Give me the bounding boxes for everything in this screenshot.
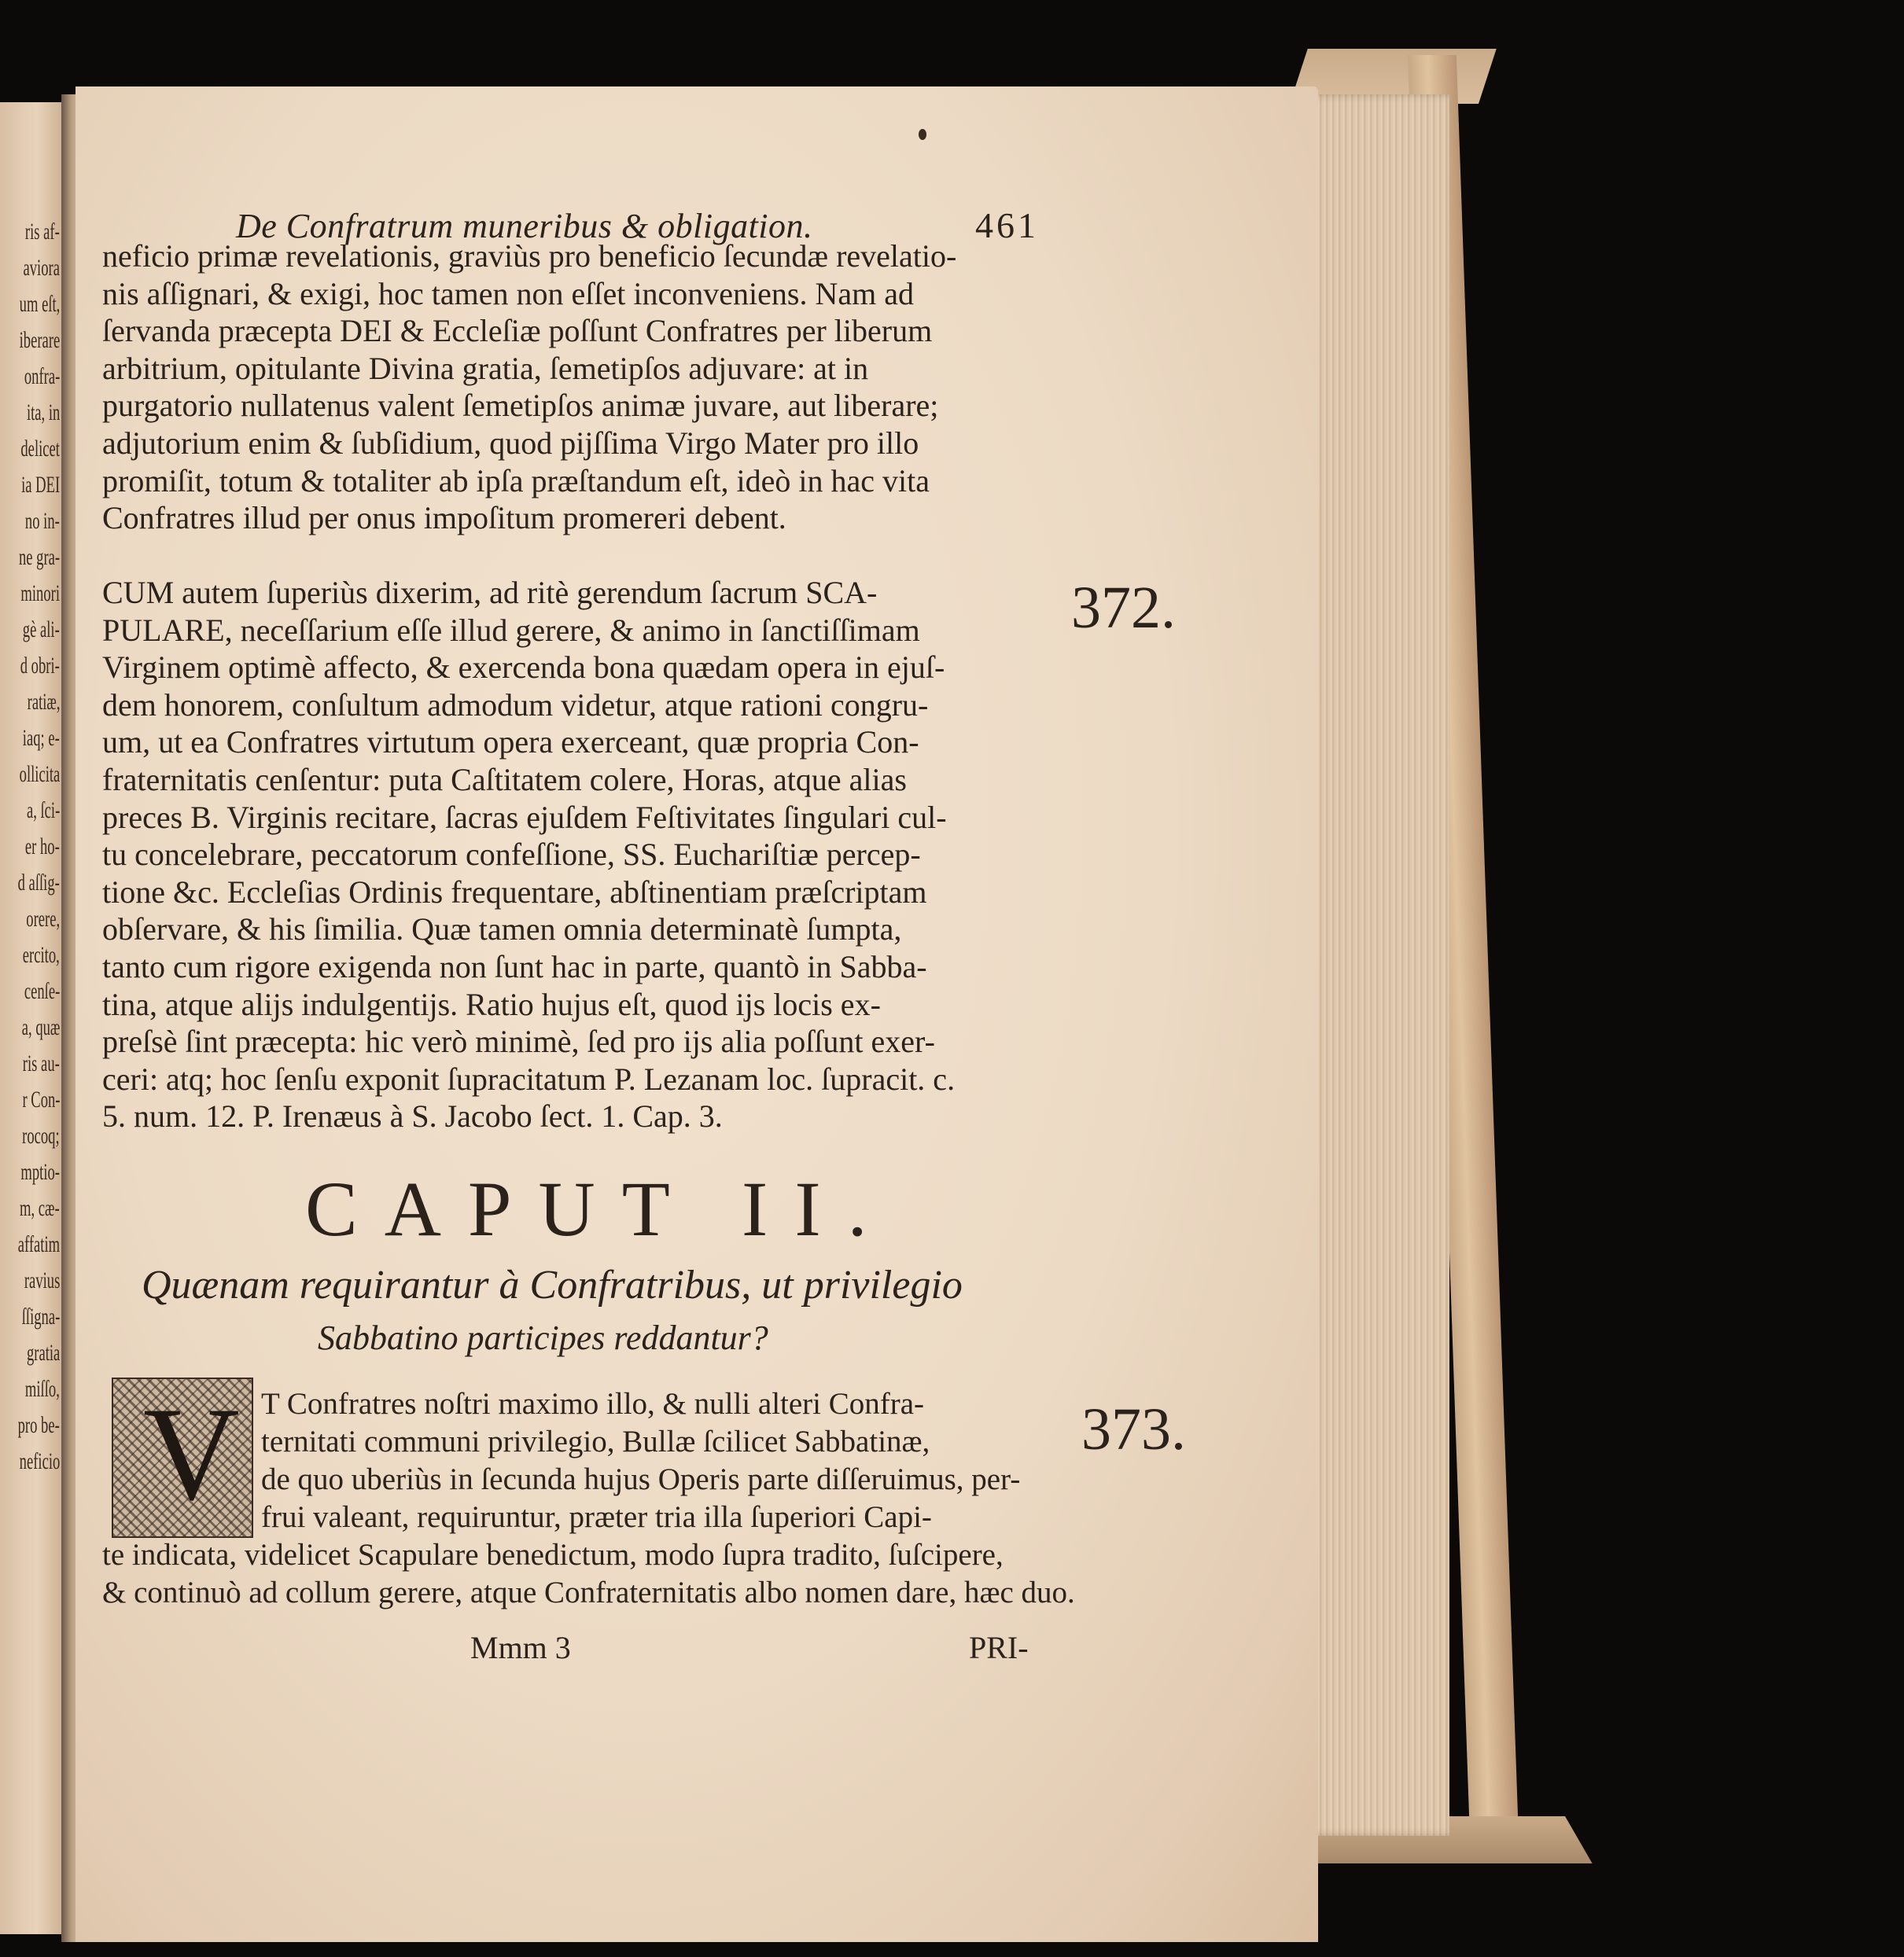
facing-page-fragment: gè ali- [23,616,60,642]
chapter-subtitle-line-2: Sabbatino participes reddantur? [318,1319,768,1357]
text-line: dem honorem, conſultum admodum videtur, atque rationi congru- [102,686,929,723]
facing-page-fragment: d obri- [20,653,60,679]
facing-page-fragment: iaq; e- [23,725,60,751]
chapter-subtitle-line-1: Quænam requirantur à Confratribus, ut privilegio [142,1263,963,1308]
facing-page-fragment: no in- [25,508,60,534]
facing-page-fragment: er ho- [25,833,60,859]
facing-page-fragment: cenſe- [24,978,60,1004]
facing-page-fragment: ris au- [22,1050,60,1076]
facing-page-fragment: ollicita [19,761,60,787]
facing-page-fragment: affatim [17,1231,60,1257]
facing-page-fragment: a, quæ [21,1014,60,1040]
text-line: tina, atque alijs indulgentijs. Ratio hujus eſt, quod ijs locis ex- [102,986,881,1022]
text-line: obſervare, & his ſimilia. Quæ tamen omnia determinatè ſumpta, [102,911,902,947]
text-line: tanto cum rigore exigenda non ſunt hac in parte, quantò in Sabba- [102,949,927,984]
facing-page-fragment: ris af- [25,219,60,245]
facing-page-fragment: ita, in [26,399,60,425]
text-line: 5. num. 12. P. Irenæus à S. Jacobo ſect. 1. Cap. 3. [102,1098,723,1135]
decorated-initial [112,1378,253,1538]
ink-dot [919,129,926,140]
text-line: ternitati communi privilegio, Bullæ ſcilicet Sabbatinæ, [261,1425,930,1459]
margin-number-373: 373. [1081,1396,1186,1462]
facing-page-fragment: mptio- [20,1159,60,1185]
text-line: te indicata, videlicet Scapulare benedictum, modo ſupra tradito, ſuſcipere, [102,1538,1004,1572]
facing-page-fragment: um eſt, [19,291,60,317]
facing-page-fragment: ia DEI [20,472,60,498]
facing-page-fragment: miſſo, [25,1376,60,1402]
text-line: preces B. Virginis recitare, ſacras ejuſdem Feſtivitates ſingulari cul- [102,799,947,835]
text-line: Confratres illud per onus impoſitum promereri debent. [102,500,786,536]
page-edges [1304,94,1449,1836]
text-line: neficio primæ revelationis, graviùs pro beneficio ſecundæ revelatio- [102,238,957,274]
text-line: fraternitatis cenſentur: puta Caſtitatem colere, Horas, atque alias [102,762,907,797]
text-line: promiſit, totum & totaliter ab ipſa præſtandum eſt, ideò in hac vita [102,462,930,498]
facing-page [0,102,66,1934]
facing-page-fragment: aviora [23,255,60,281]
page-number: 461 [975,205,1039,245]
text-line: ceri: atq; hoc ſenſu exponit ſupracitatum P. Lezanam loc. ſupracit. c. [102,1061,956,1097]
text-line: CUM autem ſuperiùs dixerim, ad ritè gerendum ſacrum SCA- [102,575,878,610]
chapter-title: CAPUT II. [305,1165,894,1253]
facing-page-fragment: minori [20,580,60,606]
facing-page-fragment: ratiæ, [27,689,60,715]
text-line: T Confratres noſtri maximo illo, & nulli alteri Confra- [261,1387,925,1421]
text-line: nis aſſignari, & exigi, hoc tamen non eſſet inconveniens. Nam ad [102,275,914,311]
facing-page-fragment: onfra- [24,363,60,389]
facing-page-fragment: rocoq; [22,1123,60,1149]
facing-page-fragment: m, cæ- [20,1195,60,1221]
margin-number-372: 372. [1071,575,1176,641]
text-line: Virginem optimè affecto, & exercenda bona quædam opera in ejuſ- [102,649,945,686]
text-line: & continuò ad collum gerere, atque Confraternitatis albo nomen dare, hæc duo. [102,1576,1075,1609]
facing-page-fragment: neficio [19,1448,60,1474]
catchword: PRI- [969,1630,1029,1665]
text-line: tione &c. Eccleſias Ordinis frequentare, abſtinentiam præſcriptam [102,874,927,910]
facing-page-fragment: pro be- [17,1412,60,1438]
text-line: de quo uberiùs in ſecunda hujus Operis parte diſſeruimus, per- [261,1462,1021,1496]
facing-page-fragment: ravius [24,1267,60,1293]
text-line: preſsè ſint præcepta: hic verò minimè, ſed pro ijs alia poſſunt exer- [102,1024,935,1060]
text-line: tu concelebrare, peccatorum confeſſione, SS. Euchariſtiæ percep- [102,837,921,873]
signature-mark: Mmm 3 [470,1630,571,1665]
text-line: arbitrium, opitulante Divina gratia, ſemetipſos adjuvare: at in [102,350,869,386]
facing-page-fragment: iberare [19,327,60,353]
facing-page-fragment: ne gra- [18,544,60,570]
facing-page-fragment: orere, [26,906,60,932]
facing-page-fragment: ercito, [23,942,60,968]
running-head: De Confratrum muneribus & obligation. [236,207,813,245]
facing-page-fragment: ſſigna- [21,1304,60,1330]
facing-page-fragment: r Con- [21,1087,60,1113]
initial-letter: V [143,1380,240,1528]
facing-page-fragment: d aſſig- [17,870,60,896]
facing-page-fragment: a, ſci- [26,797,60,823]
text-line: PULARE, neceſſarium eſſe illud gerere, & animo in ſanctiſſimam [102,612,920,648]
text-line: um, ut ea Confratres virtutum opera exerceant, quæ propria Con- [102,724,919,760]
text-line: ſervanda præcepta DEI & Eccleſiæ poſſunt Confratres per liberum [102,313,933,349]
text-line: purgatorio nullatenus valent ſemetipſos animæ juvare, aut liberare; [102,388,939,424]
text-line: frui valeant, requiruntur, præter tria illa ſuperiori Capi- [261,1500,932,1534]
facing-page-fragment: delicet [20,436,60,462]
text-line: adjutorium enim & ſubſidium, quod pijſſima Virgo Mater pro illo [102,425,919,461]
facing-page-fragment: gratia [26,1340,60,1366]
